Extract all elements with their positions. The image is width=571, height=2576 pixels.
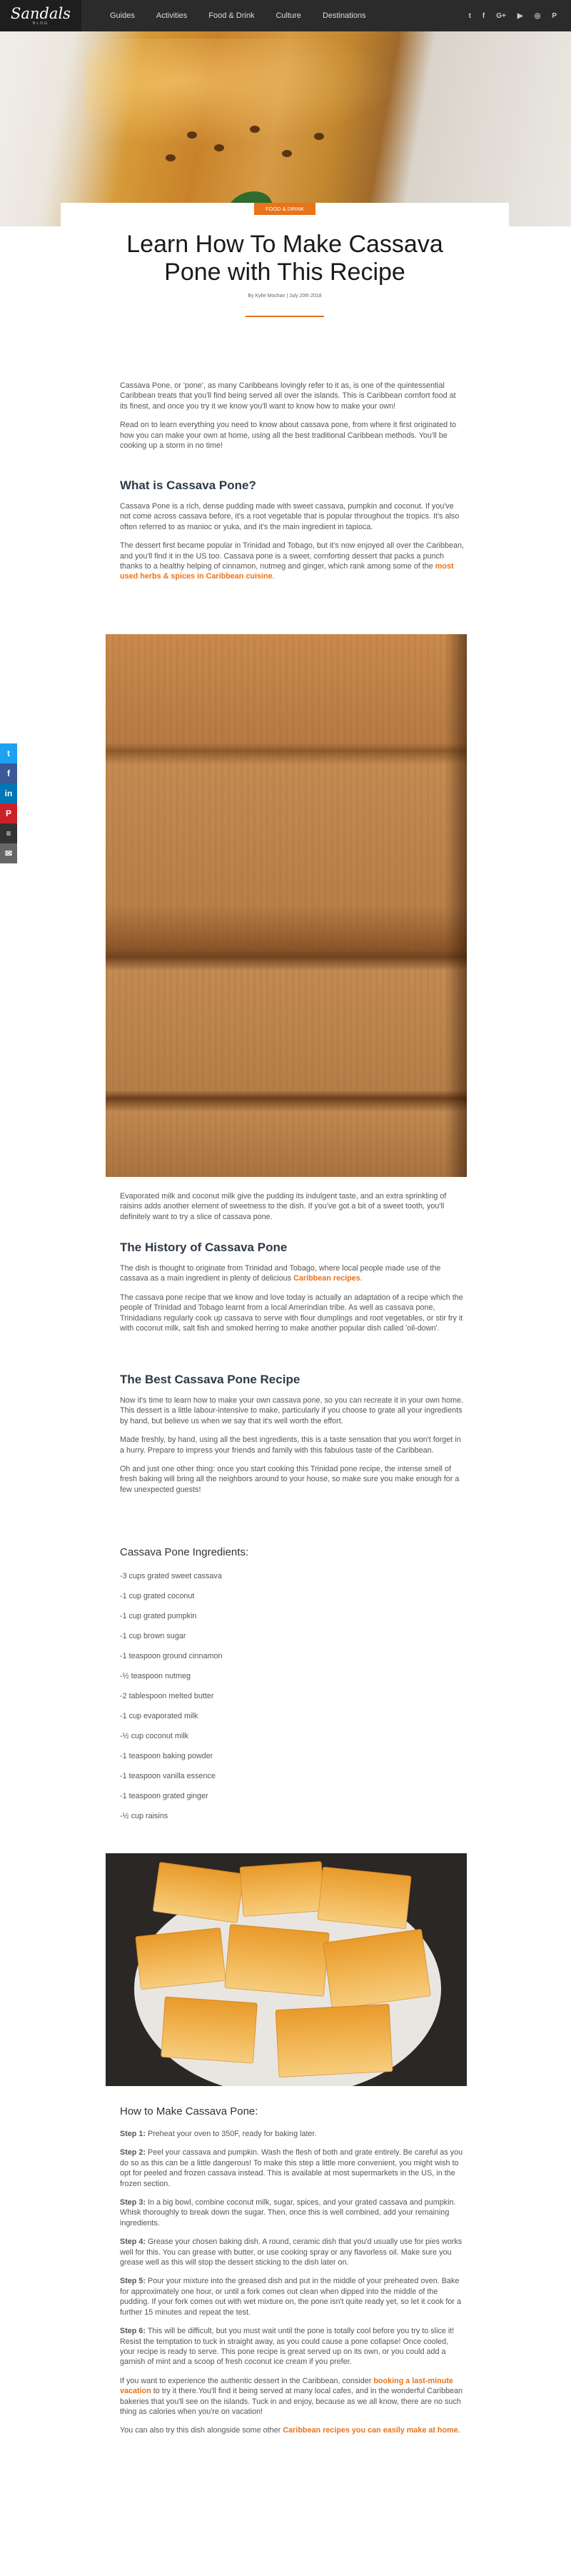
recipe-step (120, 2197, 465, 2228)
ingredient-item: -1 teaspoon vanilla essence (120, 1772, 216, 1780)
nav-item-destinations[interactable]: Destinations (322, 11, 366, 20)
body-paragraph: The dish is thought to originate from Trinidad and Tobago, where local people made use of the cassava as a main ingredient in plenty of delicious Caribbean recipes. (120, 1264, 441, 1283)
how-to-heading: How to Make Cassava Pone: (120, 2105, 258, 2118)
header-social-links (469, 0, 557, 31)
step-label: Step 1: (120, 2130, 146, 2138)
youtube-icon[interactable]: ▶ (517, 11, 523, 20)
nav-item-culture[interactable]: Culture (276, 11, 301, 20)
cassava-pone-photo (106, 634, 467, 1177)
share-pinterest-icon[interactable]: P (0, 803, 17, 823)
step-text: Pour your mixture into the greased dish and put in the middle of your preheated oven. Bake for approximately one hour, or until a fork comes out clean when dipped into the middle of the pudding. If your fork comes out with wet mixture on, the pone isn't quite ready yet, so let it cook for a further 15 minutes and repeat the test. (120, 2277, 461, 2317)
logo-subtitle: BLOG (33, 21, 49, 26)
cassava-pone-plate-photo (106, 1853, 467, 2086)
recipe-step (120, 2237, 465, 2267)
how-to-section (120, 2105, 465, 2436)
body-paragraph: Evaporated milk and coconut milk give the pudding its indulgent taste, and an extra sprinkling of raisins adds another element of sweetness to the dish. If you've got a bit of a sweet tooth, you'll definitely want to try a slice of cassava pone. (120, 1192, 447, 1221)
ingredient-item: -2 tablespoon melted butter (120, 1692, 214, 1700)
more-recipes-link[interactable]: Caribbean recipes you can easily make at home (283, 2426, 458, 2435)
recipe-step (120, 2276, 465, 2317)
pinterest-icon[interactable]: P (552, 11, 557, 20)
after-photo-section (120, 1191, 465, 1222)
best-recipe-section (120, 1373, 465, 1495)
step-text: This will be difficult, but you must wait until the pone is totally cool before you try to slice it! Resist the temptation to tuck in straight away, as you could cause a pone collapse! Once cooled, your recipe is ready to serve. This pone recipe is great served up on its own, or you could add a garnish of mint and a scoop of fresh coconut ice cream if you prefer. (120, 2327, 455, 2367)
twitter-icon[interactable]: t (468, 11, 471, 20)
step-label: Step 4: (120, 2237, 146, 2247)
intro-section (120, 381, 465, 451)
vacation-link[interactable]: booking a last-minute vacation (120, 2376, 453, 2396)
section-heading: What is Cassava Pone? (120, 478, 256, 492)
ingredients-list (120, 1571, 465, 1821)
body-paragraph: If you want to experience the authentic dessert in the Caribbean, consider booking a last-minute vacation to try it there.You'll find it being served at many local cafes, and in the wonderful Caribbean bakeries that you'll see on the islands. Tuck in and enjoy, because as we all know, there are no such thing as calories when you're on vacation! (120, 2376, 463, 2416)
ingredient-item: -3 cups grated sweet cassava (120, 1572, 222, 1580)
step-label: Step 6: (120, 2327, 146, 2336)
article-byline: By Kylie Mochan | July 20th 2018 (248, 294, 322, 299)
ingredient-item: -1 teaspoon grated ginger (120, 1792, 208, 1800)
share-email-icon[interactable]: ✉ (0, 843, 17, 863)
ingredient-item: -1 cup grated pumpkin (120, 1612, 197, 1620)
step-label: Step 2: (120, 2148, 146, 2157)
ingredient-item: -½ cup raisins (120, 1812, 168, 1820)
nav-item-guides[interactable]: Guides (110, 11, 135, 20)
category-badge[interactable]: FOOD & DRINK (254, 203, 315, 215)
recipe-step (120, 2147, 465, 2189)
section-heading: The History of Cassava Pone (120, 1241, 288, 1254)
ingredient-item: -1 cup brown sugar (120, 1632, 186, 1640)
ingredient-item: -1 cup evaporated milk (120, 1712, 198, 1720)
article-header (61, 203, 509, 317)
body-paragraph: Now it's time to learn how to make your own cassava pone, so you can recreate it in your own home. This dessert is a little labour-intensive to make, particularly if you choose to grate all your ingredients by hand, but believe us when we say that it's well worth the effort. (120, 1396, 463, 1425)
body-paragraph: The cassava pone recipe that we know and love today is actually an adaptation of a recipe which the people of Trinidad and Tobago learnt from a local Amerindian tribe. As well as cassava pone, Trinidadians regularly cook up cassava to serve with flour dumplings and root vegetables, or stir fry it with coconut milk, salt fish and smoked herring to make another popular dish called 'oil-down'. (120, 1293, 463, 1333)
step-text: Peel your cassava and pumpkin. Wash the flesh of both and grate entirely. Be careful as you do so as this can be a little dangerous! To make this step a little more convenient, you might wish to opt for peeled and frozen cassava instead. This is available at most supermarkets in the US, in the frozen section. (120, 2148, 463, 2188)
body-paragraph: Cassava Pone is a rich, dense pudding made with sweet cassava, pumpkin and coconut. If you've not come across cassava before, it's a root vegetable that is popular throughout the tropics. It's also often referred to as manioc or yuka, and it's the main ingredient in tapioca. (120, 502, 460, 531)
what-section (120, 478, 465, 582)
logo-wordmark: Sandals (11, 4, 71, 22)
body-paragraph: The dessert first became popular in Trinidad and Tobago, but it's now enjoyed all over the Caribbean, and you'll find it in the US too. Cassava pone is a sweet, comforting dessert that packs a punch thanks to a healthy helping of cinnamon, nutmeg and ginger, which rank among some of the most used herbs & spices in Caribbean cuisine. (120, 541, 465, 581)
main-nav (110, 11, 365, 20)
step-text: In a big bowl, combine coconut milk, sugar, spices, and your grated cassava and pumpkin. Whisk thoroughly to break down the sugar. Then, once this is well combined, add your remaining ingredients. (120, 2198, 456, 2227)
nav-item-food-drink[interactable]: Food & Drink (208, 11, 255, 20)
recipe-step (120, 2326, 465, 2367)
steps-list (120, 2129, 465, 2367)
google-plus-icon[interactable]: G+ (496, 11, 506, 20)
hero-image (0, 31, 571, 226)
site-header (0, 0, 571, 31)
article-title: Learn How To Make Cassava Pone with This Recipe (126, 231, 443, 286)
step-text: Grease your chosen baking dish. A round, ceramic dish that you'd usually use for pies works well for this. You can grease with butter, or use cooking spray or any flavorless oil. Make sure you grease well as this will stop the dessert sticking to the dish later on. (120, 2237, 463, 2267)
share-linkedin-icon[interactable]: in (0, 783, 17, 803)
step-text: Preheat your oven to 350F, ready for baking later. (146, 2130, 317, 2138)
title-divider (246, 316, 324, 317)
share-buffer-icon[interactable]: ≡ (0, 823, 17, 843)
ingredients-heading: Cassava Pone Ingredients: (120, 1546, 249, 1558)
facebook-icon[interactable]: f (482, 11, 485, 20)
step-label: Step 5: (120, 2277, 146, 2286)
instagram-icon[interactable]: ◎ (534, 11, 541, 20)
ingredients-section (120, 1546, 465, 1831)
ingredient-item: -½ cup coconut milk (120, 1732, 189, 1740)
nav-item-activities[interactable]: Activities (156, 11, 188, 20)
ingredient-item: -½ teaspoon nutmeg (120, 1672, 191, 1680)
caribbean-recipes-link[interactable]: Caribbean recipes (293, 1274, 360, 1283)
body-paragraph: You can also try this dish alongside some other Caribbean recipes you can easily make at home. (120, 2426, 460, 2435)
share-twitter-icon[interactable]: t (0, 743, 17, 763)
body-paragraph: Oh and just one other thing: once you start cooking this Trinidad pone recipe, the intense smell of fresh baking will bring all the neighbors around to your house, so make sure you make enough for a few unexpected guests! (120, 1465, 460, 1494)
intro-paragraph: Read on to learn everything you need to know about cassava pone, from where it first originated to how you can make your own at home, using all the best traditional Caribbean methods. You'll be cooking up a storm in no time! (120, 421, 457, 451)
body-paragraph: Made freshly, by hand, using all the best ingredients, this is a taste sensation that you won't forget in a hurry. Prepare to impress your friends and family with this fabulous taste of the Caribbean. (120, 1435, 461, 1455)
history-section (120, 1241, 465, 1333)
share-bar (0, 743, 17, 863)
spices-link[interactable]: most used herbs & spices in Caribbean cuisine (120, 562, 454, 581)
step-label: Step 3: (120, 2198, 146, 2207)
intro-paragraph: Cassava Pone, or 'pone', as many Caribbeans lovingly refer to it as, is one of the quintessential Caribbean treats that you'll find being served all over the islands. This is Caribbean comfort food at its finest, and once you try it we know you'll want to know how to make your own! (120, 381, 456, 411)
share-facebook-icon[interactable]: f (0, 763, 17, 783)
site-logo[interactable] (0, 0, 81, 31)
section-heading: The Best Cassava Pone Recipe (120, 1373, 300, 1386)
ingredient-item: -1 teaspoon baking powder (120, 1752, 213, 1760)
ingredient-item: -1 teaspoon ground cinnamon (120, 1652, 223, 1660)
ingredient-item: -1 cup grated coconut (120, 1592, 195, 1600)
recipe-step (120, 2129, 465, 2139)
